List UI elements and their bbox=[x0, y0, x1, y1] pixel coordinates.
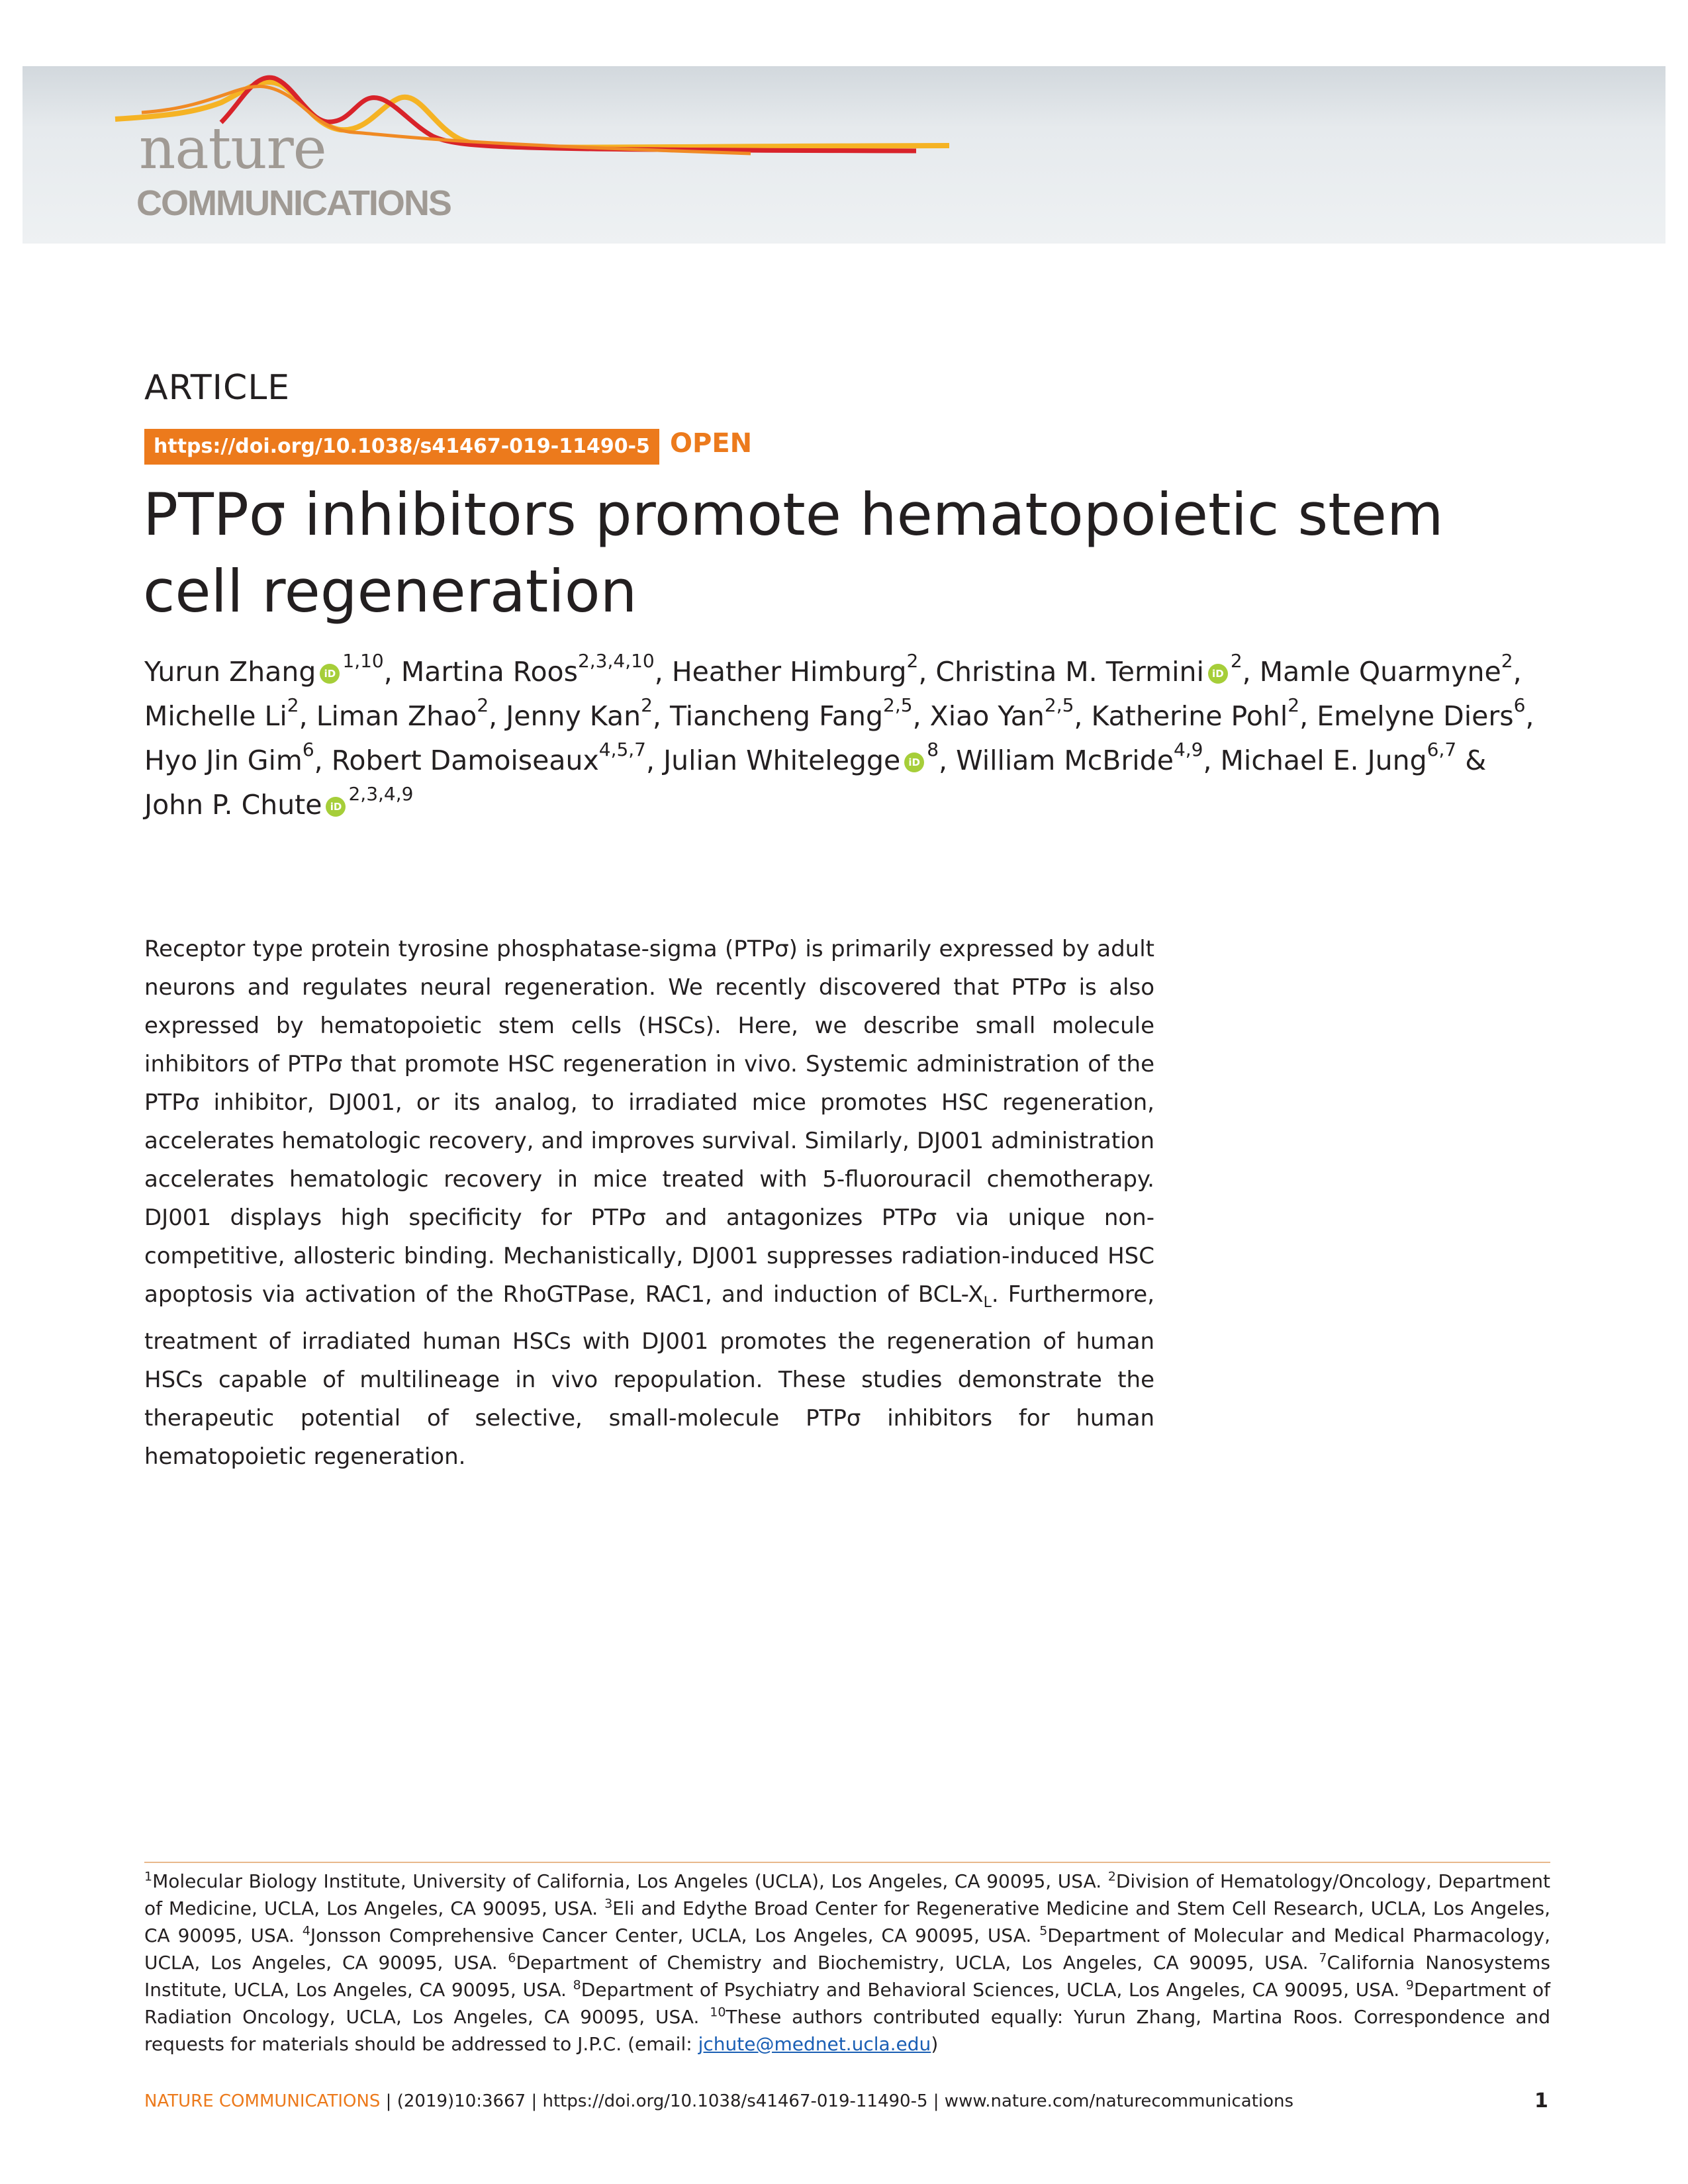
abstract-text-part-1: Receptor type protein tyrosine phosphatase-sigma (PTPσ) is primarily expressed by adult neurons and regulates neural regeneration. We recently discovered that PTPσ is also expressed by hematopoietic stem cells (HSCs). Here, we describe small molecule inhibitors of PTPσ that promote HSC regeneration in vivo. Systemic administration of the PTPσ inhibitor, DJ001, or its analog, to irradiated mice promotes HSC regeneration, accelerates hematologic recovery, and improves survival. Similarly, DJ001 administration accelerates hematologic recovery in mice treated with 5-fluorouracil chemotherapy. DJ001 displays high specificity for PTPσ and antagonizes PTPσ via unique non-competitive, allosteric binding. Mechanistically, DJ001 suppresses radiation-induced HSC apoptosis via activation of the RhoGTPase, RAC1, and induction of BCL-X bbox=[144, 936, 1154, 1308]
author bbox=[1220, 739, 1487, 776]
abstract bbox=[144, 930, 1154, 1476]
affiliation-text: Department of Radiation Oncology, UCLA, Los Angeles, CA 90095, USA. bbox=[144, 1979, 1551, 2028]
contact-email-link[interactable]: jchute@mednet.ucla.edu bbox=[698, 2033, 931, 2055]
logo-nature: nature bbox=[139, 116, 326, 182]
article-type-label: ARTICLE bbox=[144, 368, 291, 408]
author-name[interactable]: William McBride bbox=[956, 745, 1174, 776]
author-affiliation-marker: 1,10 bbox=[342, 650, 384, 672]
author-name[interactable]: Katherine Pohl bbox=[1091, 700, 1288, 732]
affiliation-number: 5 bbox=[1039, 1923, 1048, 1938]
author bbox=[144, 783, 414, 821]
affiliation-text: California Nanosystems Institute, UCLA, Los Angeles, CA 90095, USA. bbox=[144, 1952, 1550, 2001]
author-separator: , bbox=[1299, 700, 1317, 732]
author bbox=[1317, 694, 1534, 732]
affiliations-closing: ) bbox=[931, 2033, 939, 2055]
orcid-icon[interactable]: iD bbox=[1208, 664, 1228, 684]
author-separator: , bbox=[939, 745, 957, 776]
author-name[interactable]: Heather Himburg bbox=[671, 656, 907, 688]
author-affiliation-marker: 6 bbox=[302, 739, 314, 761]
author-affiliation-marker: 2,3,4,9 bbox=[348, 783, 414, 805]
author-affiliation-marker: 2 bbox=[477, 694, 489, 717]
author-affiliation-marker: 2,5 bbox=[883, 694, 913, 717]
affiliation-number: 7 bbox=[1319, 1950, 1327, 1966]
author-separator: , bbox=[314, 745, 332, 776]
abstract-subscript: L bbox=[983, 1294, 992, 1311]
author-name[interactable]: Mamle Quarmyne bbox=[1259, 656, 1501, 688]
author bbox=[671, 650, 936, 688]
open-access-label: OPEN bbox=[670, 428, 753, 459]
author-name[interactable]: Hyo Jin Gim bbox=[144, 745, 303, 776]
doi-badge-link[interactable]: https://doi.org/10.1038/s41467-019-11490-5 bbox=[144, 429, 659, 465]
author-affiliation-marker: 2 bbox=[1501, 650, 1513, 672]
affiliation-number: 4 bbox=[302, 1923, 310, 1938]
affiliation-number: 2 bbox=[1107, 1869, 1116, 1884]
author bbox=[144, 739, 332, 776]
author-affiliation-marker: 4,9 bbox=[1173, 739, 1203, 761]
author bbox=[956, 739, 1221, 776]
author bbox=[935, 650, 1260, 688]
author-name[interactable]: Martina Roos bbox=[400, 656, 578, 688]
author bbox=[669, 694, 930, 732]
author-name[interactable]: Christina M. Termini bbox=[935, 656, 1204, 688]
title-line-1: PTPσ inhibitors promote hematopoietic stem bbox=[143, 480, 1444, 549]
author-affiliation-marker: 2 bbox=[1288, 694, 1300, 717]
author-separator: , bbox=[1203, 745, 1221, 776]
logo-communications: COMMUNICATIONS bbox=[136, 183, 451, 223]
affiliation-number: 9 bbox=[1405, 1978, 1414, 1993]
affiliation-text: These authors contributed equally: Yurun Zhang, Martina Roos. Correspondence and requests for materials should be addressed to J.P.C. (email: bbox=[144, 2006, 1551, 2055]
article-title bbox=[143, 477, 1467, 630]
page-number: 1 bbox=[1534, 2089, 1548, 2113]
affiliation-text: Jonsson Comprehensive Cancer Center, UCLA, Los Angeles, CA 90095, USA. bbox=[310, 1925, 1040, 1946]
author-affiliation-marker: 4,5,7 bbox=[598, 739, 646, 761]
author-name[interactable]: Michael E. Jung bbox=[1220, 745, 1427, 776]
author-affiliation-marker: 8 bbox=[927, 739, 939, 761]
author-name[interactable]: John P. Chute bbox=[144, 789, 322, 821]
affiliation-number: 3 bbox=[604, 1896, 613, 1911]
author-name[interactable]: Jenny Kan bbox=[506, 700, 641, 732]
author bbox=[1259, 650, 1522, 688]
author-affiliation-marker: 6,7 bbox=[1427, 739, 1457, 761]
author-name[interactable]: Liman Zhao bbox=[316, 700, 477, 732]
author-affiliation-marker: 6 bbox=[1513, 694, 1526, 717]
author-affiliation-marker: 2 bbox=[641, 694, 653, 717]
affiliation-number: 1 bbox=[144, 1869, 153, 1884]
orcid-icon[interactable]: iD bbox=[320, 664, 340, 684]
author-name[interactable]: Emelyne Diers bbox=[1317, 700, 1514, 732]
footer-citation: | (2019)10:3667 | https://doi.org/10.1038/s41467-019-11490-5 | www.nature.com/naturecommunications bbox=[380, 2091, 1294, 2111]
author-separator: , bbox=[912, 700, 930, 732]
author-name[interactable]: Yurun Zhang bbox=[144, 656, 316, 688]
author bbox=[316, 694, 506, 732]
author-affiliation-marker: 2 bbox=[906, 650, 919, 672]
author-separator: , bbox=[383, 656, 401, 688]
affiliations bbox=[144, 1868, 1550, 2058]
author bbox=[663, 739, 957, 776]
orcid-icon[interactable]: iD bbox=[904, 752, 924, 772]
author-separator: , bbox=[918, 656, 936, 688]
author bbox=[144, 650, 401, 688]
author-name[interactable]: Tiancheng Fang bbox=[669, 700, 884, 732]
author-separator: , bbox=[652, 700, 670, 732]
affiliation-number: 10 bbox=[710, 2005, 726, 2020]
author-name[interactable]: Robert Damoiseaux bbox=[331, 745, 599, 776]
author bbox=[1091, 694, 1317, 732]
affiliation-number: 8 bbox=[573, 1978, 581, 1993]
author-separator: , bbox=[1525, 700, 1534, 732]
author-affiliation-marker: 2,3,4,10 bbox=[577, 650, 655, 672]
author-name[interactable]: Michelle Li bbox=[144, 700, 287, 732]
orcid-icon[interactable]: iD bbox=[326, 797, 346, 817]
affiliation-text: Eli and Edythe Broad Center for Regenerative Medicine and Stem Cell Research, UCLA, Los Angeles, CA 90095, USA. bbox=[144, 1897, 1551, 1946]
author-separator: & bbox=[1456, 745, 1487, 776]
author bbox=[506, 694, 670, 732]
author-affiliation-marker: 2 bbox=[287, 694, 299, 717]
page-footer bbox=[144, 2093, 1293, 2110]
author bbox=[400, 650, 672, 688]
affiliation-text: Department of Molecular and Medical Pharmacology, UCLA, Los Angeles, CA 90095, USA. bbox=[144, 1925, 1550, 1974]
footer-journal-name: NATURE COMMUNICATIONS bbox=[144, 2091, 381, 2111]
author-affiliation-marker: 2 bbox=[1230, 650, 1243, 672]
author bbox=[929, 694, 1092, 732]
affiliation-number: 6 bbox=[508, 1950, 516, 1966]
author bbox=[144, 694, 316, 732]
affiliation-text: Department of Psychiatry and Behavioral Sciences, UCLA, Los Angeles, CA 90095, USA. bbox=[581, 1979, 1406, 2001]
title-line-2: cell regeneration bbox=[143, 557, 637, 625]
author-separator: , bbox=[1513, 656, 1522, 688]
author-affiliation-marker: 2,5 bbox=[1044, 694, 1074, 717]
author bbox=[331, 739, 664, 776]
author-separator: , bbox=[646, 745, 664, 776]
abstract-text-part-2: . Furthermore, treatment of irradiated human HSCs with DJ001 promotes the regeneration of human HSCs capable of multilineage in vivo repopulation. These studies demonstrate the therapeutic potential of selective, small-molecule PTPσ inhibitors for human hematopoietic regeneration. bbox=[144, 1281, 1154, 1470]
footnote-divider bbox=[144, 1862, 1550, 1863]
author-separator: , bbox=[654, 656, 672, 688]
affiliation-text: Department of Chemistry and Biochemistry, UCLA, Los Angeles, CA 90095, USA. bbox=[516, 1952, 1319, 1974]
author-separator: , bbox=[489, 700, 506, 732]
author-separator: , bbox=[1074, 700, 1092, 732]
author-separator: , bbox=[1242, 656, 1260, 688]
affiliation-text: Molecular Biology Institute, University of California, Los Angeles (UCLA), Los Angeles, CA 90095, USA. bbox=[152, 1870, 1108, 1892]
author-name[interactable]: Julian Whitelegge bbox=[663, 745, 901, 776]
author-separator: , bbox=[299, 700, 316, 732]
author-name[interactable]: Xiao Yan bbox=[929, 700, 1045, 732]
author-list bbox=[144, 650, 1548, 827]
affiliation-text: Division of Hematology/Oncology, Department of Medicine, UCLA, Los Angeles, CA 90095, USA. bbox=[144, 1870, 1550, 1919]
